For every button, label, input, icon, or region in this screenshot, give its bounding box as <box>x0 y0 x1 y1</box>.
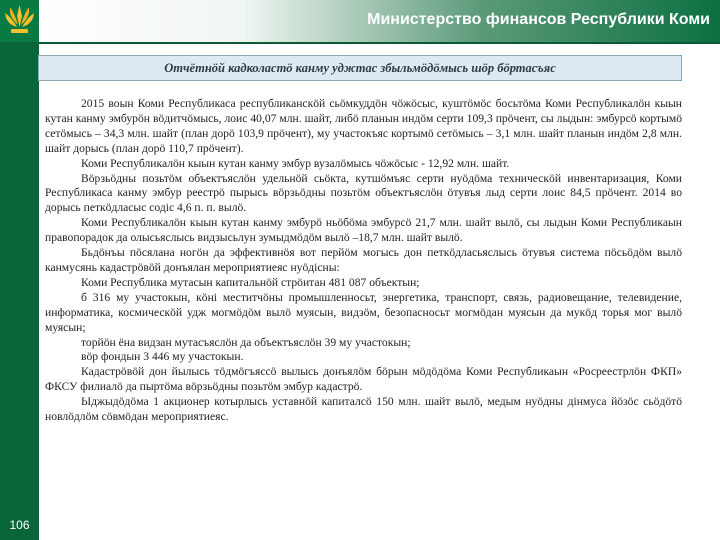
report-body-text <box>45 97 682 425</box>
left-sidebar <box>0 0 39 540</box>
paragraph: Коми Республика мутасын капитальнӧй стрӧитан 481 087 объектын; <box>81 275 420 289</box>
page-number: 106 <box>9 518 30 532</box>
paragraph: б 316 му участокын, кӧні меститчӧны промышленносьт, энергетика, транспорт, связь, радиовещание, телевидение, информатика, космическӧй удж могмӧдӧм вылӧ муясын, видзӧм, безопасносьт могмӧдан муясын да мукӧд торья мог вылӧ муясын; <box>45 290 682 334</box>
paragraph: 2015 воын Коми Республикаса республиканскӧй сьӧмкуддӧн чӧжӧсыс, куштӧмӧс босьтӧма Коми Республикалӧн кыын кутан канму эмбурӧн вӧдитчӧмысь, лоис 40,07 млн. шайт, либӧ планын индӧм серти 109,3 прӧчент, сы лыдын: эмбурсӧ кортымӧ сетӧмысь – 34,3 млн. шайт (план дорӧ 103,9 прӧчент), му участокъяс кортымӧ сетӧмысь – 3,1 млн. шайт планын индӧм 2,8 млн. шайт дорысь (план дорӧ 110,7 прӧчент). <box>45 97 682 155</box>
page-header <box>39 0 720 44</box>
report-subtitle: Отчётнӧй кадколастӧ канму уджтас збыльмӧдӧмысь шӧр бӧртасъяс <box>38 55 682 81</box>
paragraph: Коми Республикалӧн кыын кутан канму эмбурӧ ньӧбӧма эмбурсӧ 21,7 млн. шайт вылӧ, сы лыдын Коми Республикаын правопорадок да олысьяслысь видзысьлун зумыдмӧдӧм вылӧ –18,7 млн. шайт вылӧ. <box>45 216 682 245</box>
ministry-title: Министерство финансов Республики Коми <box>367 11 710 28</box>
paragraph: Ыджыдӧдӧма 1 акционер котырлысь уставнӧй капиталсӧ 150 млн. шайт вылӧ, медым нуӧдны дінмуса йӧзӧс сьӧдӧтӧ новлӧдлӧм сӧвмӧдан мероприятиеяс. <box>45 395 682 424</box>
paragraph: Коми Республикалӧн кыын кутан канму эмбур вузалӧмысь чӧжӧсыс - 12,92 млн. шайт. <box>81 156 510 170</box>
paragraph: Бьдӧнъы пӧсялана ногӧн да эффективнӧя вот перйӧм могысь дон петкӧдласьяслысь ӧтувъя система пӧсьӧдӧм вылӧ канмусянь кадастрӧвӧй донъялан мероприятиеяс нуӧдісны: <box>45 246 682 274</box>
paragraph: Вӧрзьӧдны позьтӧм объектъяслӧн удельнӧй сьӧкта, кутшӧмъяс серти нуӧдӧма техническӧй инвентаризация, Коми Республикаса канму эмбур реестрӧ пырысь вӧрзьӧдны позьтӧм объектъяслӧн ӧтувъя лыд серти лоис 84,5 прӧчент. 2014 во дорысь петкӧдласыс содіс 4,6 п. п. вылӧ. <box>45 171 682 215</box>
paragraph: Кадастрӧвӧй дон йылысь тӧдмӧгъяссӧ вылысь донъялӧм бӧрын мӧдӧдӧма Коми Республикаын «Росреестрлӧн ФКП» ФКСУ филиалӧ да пыртӧма вӧрзьӧдны позьтӧм эмбур кадастрӧ. <box>45 365 682 394</box>
komi-emblem-logo <box>0 0 39 42</box>
paragraph: вӧр фондын 3 446 му участокын. <box>81 350 244 364</box>
paragraph: торйӧн ёна видзан мутасъяслӧн да объектъяслӧн 39 му участокын; <box>81 335 411 349</box>
